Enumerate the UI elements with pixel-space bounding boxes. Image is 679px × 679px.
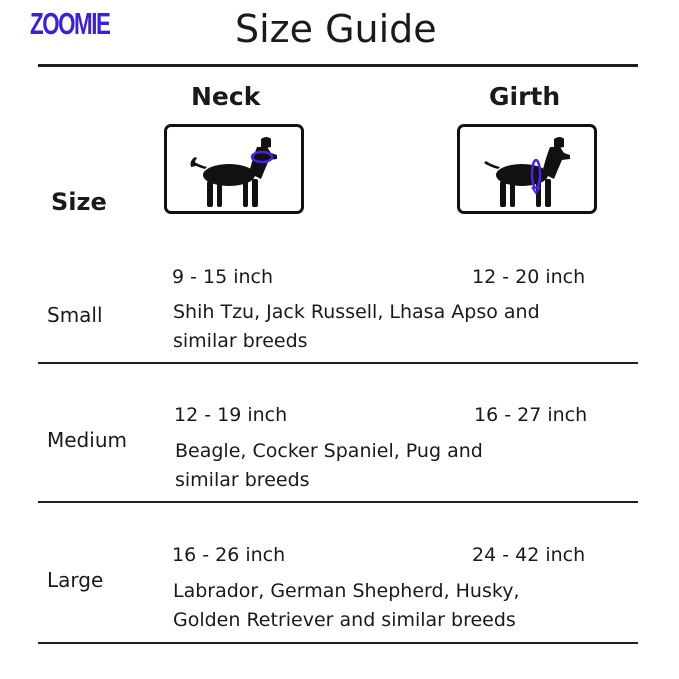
large-neck-value: 16 - 26 inch (172, 544, 286, 566)
girth-header: Girth (489, 82, 561, 111)
medium-breeds: Beagle, Cocker Spaniel, Pug and similar breeds (175, 440, 483, 491)
large-size-label: Large (47, 568, 104, 592)
row-divider-2 (38, 501, 638, 503)
size-header: Size (51, 188, 107, 216)
bottom-divider (38, 642, 638, 644)
large-girth-value: 24 - 42 inch (472, 544, 586, 566)
dog-neck-measure-icon (167, 127, 301, 211)
top-divider (38, 64, 638, 67)
small-size-label: Small (47, 303, 103, 327)
row-divider-1 (38, 362, 638, 364)
medium-neck-value: 12 - 19 inch (174, 404, 288, 426)
large-breeds: Labrador, German Shepherd, Husky, Golden Retriever and similar breeds (173, 580, 520, 631)
dog-girth-measure-icon (460, 127, 594, 211)
small-neck-value: 9 - 15 inch (172, 266, 274, 288)
girth-measure-frame (457, 124, 597, 214)
medium-size-label: Medium (47, 428, 127, 452)
neck-measure-frame (164, 124, 304, 214)
medium-girth-value: 16 - 27 inch (474, 404, 588, 426)
page-title: Size Guide (235, 7, 437, 51)
small-girth-value: 12 - 20 inch (472, 266, 586, 288)
neck-header: Neck (191, 82, 261, 111)
small-breeds: Shih Tzu, Jack Russell, Lhasa Apso and similar breeds (173, 301, 540, 352)
brand-logo: ZOOMIE (30, 6, 110, 41)
